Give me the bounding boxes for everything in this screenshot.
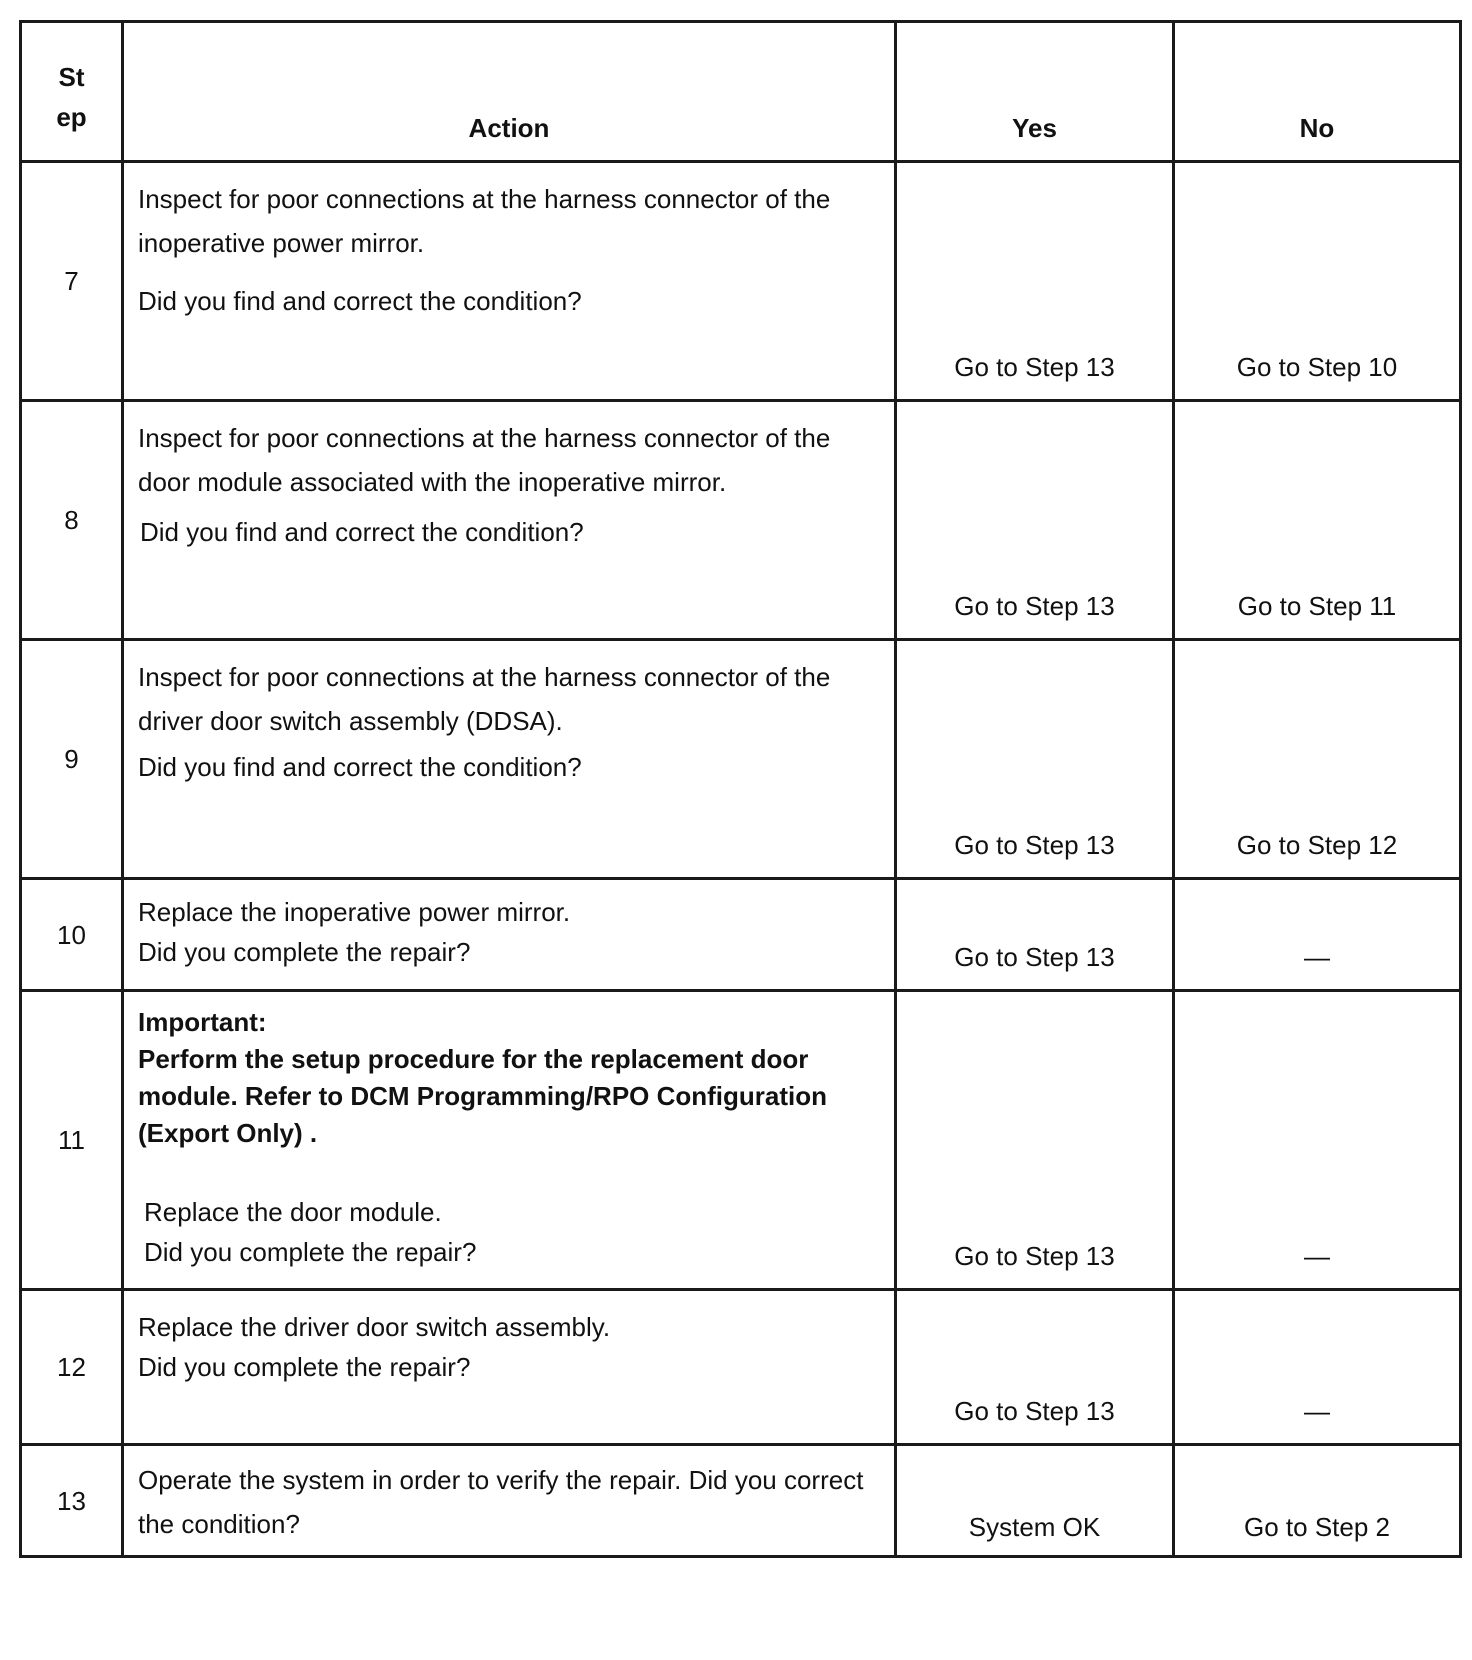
action-text: Inspect for poor connections at the harness connector of the driver door switch assembly (DDSA). [138, 662, 831, 736]
no-result: — [1174, 1290, 1461, 1445]
no-column-header: No [1174, 22, 1461, 162]
diagnostic-table [19, 20, 1462, 1558]
table-row [21, 879, 1461, 991]
step-number: 10 [21, 879, 123, 991]
step-number: 7 [21, 162, 123, 401]
table-row [21, 1290, 1461, 1445]
table-row [21, 1445, 1461, 1557]
step-number: 13 [21, 1445, 123, 1557]
action-question: Did you complete the repair? [144, 1237, 477, 1267]
table-header-row [21, 22, 1461, 162]
action-cell [123, 1290, 896, 1445]
action-question: Did you find and correct the condition? [138, 752, 582, 782]
action-cell [123, 991, 896, 1290]
action-question: Did you find and correct the condition? [140, 517, 584, 547]
important-text: Perform the setup procedure for the replacement door module. Refer to DCM Programming/RPO Configuration (Export Only) . [138, 1044, 828, 1148]
no-result: Go to Step 10 [1174, 162, 1461, 401]
step-header-line2: ep [56, 101, 87, 132]
step-number: 12 [21, 1290, 123, 1445]
action-cell [123, 879, 896, 991]
action-cell [123, 1445, 896, 1557]
action-cell [123, 162, 896, 401]
no-result: Go to Step 11 [1174, 401, 1461, 640]
no-result: Go to Step 2 [1174, 1445, 1461, 1557]
action-text: Replace the driver door switch assembly. [138, 1312, 611, 1342]
action-cell [123, 401, 896, 640]
action-column-header: Action [123, 22, 896, 162]
step-number: 8 [21, 401, 123, 640]
yes-result: Go to Step 13 [896, 1290, 1174, 1445]
step-column-header [21, 22, 123, 162]
action-question: Did you complete the repair? [138, 1352, 471, 1382]
table-row [21, 991, 1461, 1290]
table-row [21, 401, 1461, 640]
action-text: Operate the system in order to verify the repair. Did you correct the condition? [138, 1465, 864, 1539]
action-text: Replace the door module. [144, 1197, 442, 1227]
yes-result: Go to Step 13 [896, 879, 1174, 991]
yes-result: Go to Step 13 [896, 640, 1174, 879]
action-cell [123, 640, 896, 879]
no-result: — [1174, 991, 1461, 1290]
table-row [21, 162, 1461, 401]
table-row [21, 640, 1461, 879]
action-question: Did you complete the repair? [138, 937, 471, 967]
yes-result: Go to Step 13 [896, 162, 1174, 401]
no-result: — [1174, 879, 1461, 991]
yes-result: Go to Step 13 [896, 401, 1174, 640]
step-number: 9 [21, 640, 123, 879]
action-question: Did you find and correct the condition? [138, 286, 582, 316]
yes-result: Go to Step 13 [896, 991, 1174, 1290]
yes-column-header: Yes [896, 22, 1174, 162]
no-result: Go to Step 12 [1174, 640, 1461, 879]
important-label: Important: [138, 1007, 267, 1037]
action-text: Replace the inoperative power mirror. [138, 897, 571, 927]
step-number: 11 [21, 991, 123, 1290]
action-text: Inspect for poor connections at the harness connector of the door module associated with the inoperative mirror. [138, 423, 831, 497]
action-text: Inspect for poor connections at the harness connector of the inoperative power mirror. [138, 184, 831, 258]
step-header-line1: St [58, 61, 85, 92]
yes-result: System OK [896, 1445, 1174, 1557]
